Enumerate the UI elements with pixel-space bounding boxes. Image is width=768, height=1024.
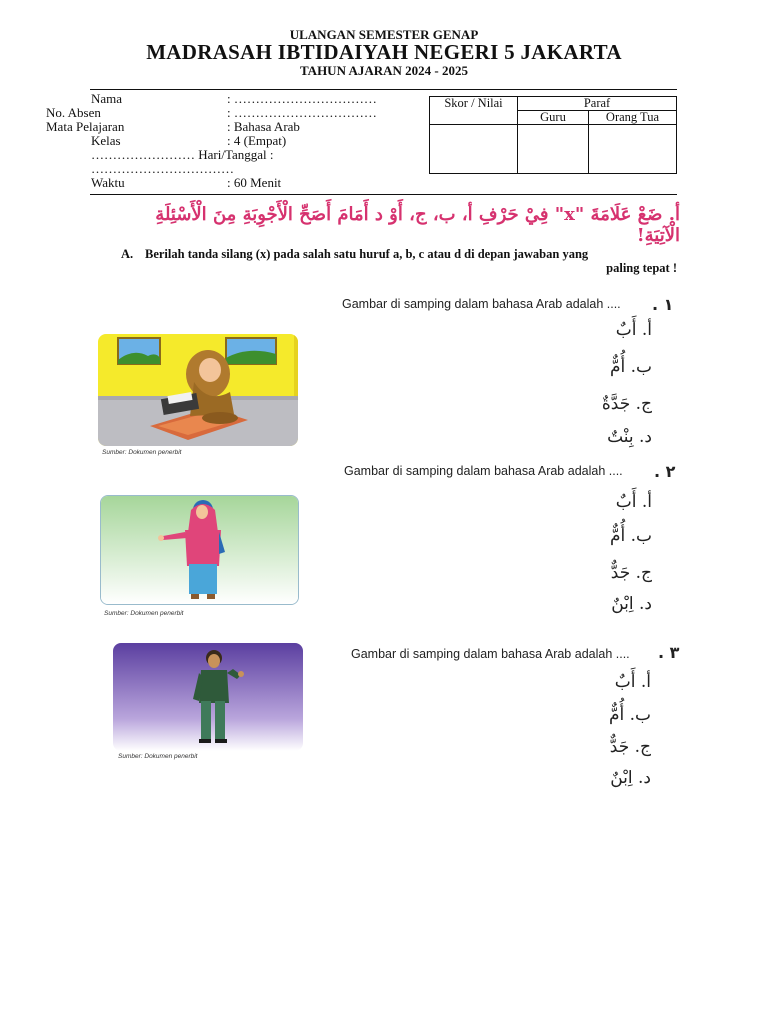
header-divider-top <box>90 89 677 90</box>
absen-field[interactable]: : …………………………… <box>227 105 377 120</box>
girl-reading-quran-illustration <box>98 334 298 446</box>
waktu-value: : 60 Menit <box>227 175 282 190</box>
parent-signature-cell[interactable] <box>589 125 677 174</box>
instruction-label: A. <box>121 247 134 261</box>
absen-label: No. Absen <box>46 105 101 120</box>
question-3-option-a[interactable]: أ. أَبٌ <box>614 672 651 692</box>
orang-tua-header: Orang Tua <box>589 111 677 125</box>
question-2-option-c[interactable]: ج. جَدٌّ <box>610 563 652 583</box>
question-2-option-d[interactable]: د. اِبْنٌ <box>611 594 652 614</box>
header-divider-bottom <box>90 194 677 195</box>
question-2-text: Gambar di samping dalam bahasa Arab adalah .... <box>344 464 623 478</box>
question-2-image <box>100 495 299 605</box>
exam-type-heading: ULANGAN SEMESTER GENAP <box>289 27 479 42</box>
question-1-text: Gambar di samping dalam bahasa Arab adalah .... <box>342 297 621 311</box>
question-3-number: ٣ . <box>658 643 680 662</box>
guru-signature-cell[interactable] <box>518 125 589 174</box>
guru-header: Guru <box>518 111 589 125</box>
mapel-value: : Bahasa Arab <box>227 119 300 134</box>
arabic-instruction: أ. ضَعْ عَلَامَةَ "x" فِيْ حَرْفِ أ، ب، ج، أَوْ د أَمَامَ أَصَحِّ الْأَجْوِبَةِ مِنَ الْأَسْئِلَةِ الْآتِيَةِ! <box>155 204 680 246</box>
question-1-image <box>98 334 298 446</box>
question-3-option-d[interactable]: د. اِبْنٌ <box>610 768 651 788</box>
question-2-number: ٢ . <box>654 462 676 481</box>
question-2-option-a[interactable]: أ. أَبٌ <box>615 492 652 512</box>
question-1-option-c[interactable]: ج. جَدَّةٌ <box>601 394 652 414</box>
score-table <box>429 96 677 174</box>
instruction-text-line1: Berilah tanda silang (x) pada salah satu huruf a, b, c atau d di depan jawaban yang <box>145 247 589 261</box>
school-name-heading: MADRASAH IBTIDAIYAH NEGERI 5 JAKARTA <box>146 40 622 64</box>
score-header: Skor / Nilai <box>430 97 518 125</box>
question-3-image <box>113 643 303 751</box>
question-3-option-b[interactable]: ب. أُمٌّ <box>608 705 651 725</box>
question-3-source: Sumber: Dokumen penerbit <box>118 753 198 760</box>
instruction-text-line2: paling tepat ! <box>606 261 677 275</box>
question-1-option-a[interactable]: أ. أَبٌ <box>615 320 652 340</box>
question-2-option-b[interactable]: ب. أُمٌّ <box>609 526 652 546</box>
boy-standing-illustration <box>113 643 303 751</box>
waktu-label: Waktu <box>91 175 125 190</box>
nama-label: Nama <box>91 91 123 106</box>
hari-tanggal-continuation[interactable]: …………………………… <box>91 161 234 176</box>
question-3-text: Gambar di samping dalam bahasa Arab adalah .... <box>351 647 630 661</box>
question-1-source: Sumber: Dokumen penerbit <box>102 449 182 456</box>
paraf-header: Paraf <box>518 97 677 111</box>
nama-field[interactable]: : …………………………… <box>227 91 377 106</box>
academic-year-heading: TAHUN AJARAN 2024 - 2025 <box>299 63 469 78</box>
score-cell[interactable] <box>430 125 518 174</box>
kelas-value: : 4 (Empat) <box>227 133 287 148</box>
mapel-label: Mata Pelajaran <box>46 119 125 134</box>
question-1-number: ١ . <box>652 295 674 314</box>
indonesian-instruction <box>121 247 677 275</box>
question-1-option-d[interactable]: د. بِنْتٌ <box>607 427 652 447</box>
kelas-label: Kelas <box>91 133 121 148</box>
hari-tanggal-field[interactable]: …………………… Hari/Tanggal : <box>91 147 274 162</box>
mother-pointing-illustration <box>101 496 298 604</box>
question-3-option-c[interactable]: ج. جَدٌّ <box>609 737 651 757</box>
question-1-option-b[interactable]: ب. أُمٌّ <box>609 357 652 377</box>
question-2-source: Sumber: Dokumen penerbit <box>104 610 184 617</box>
